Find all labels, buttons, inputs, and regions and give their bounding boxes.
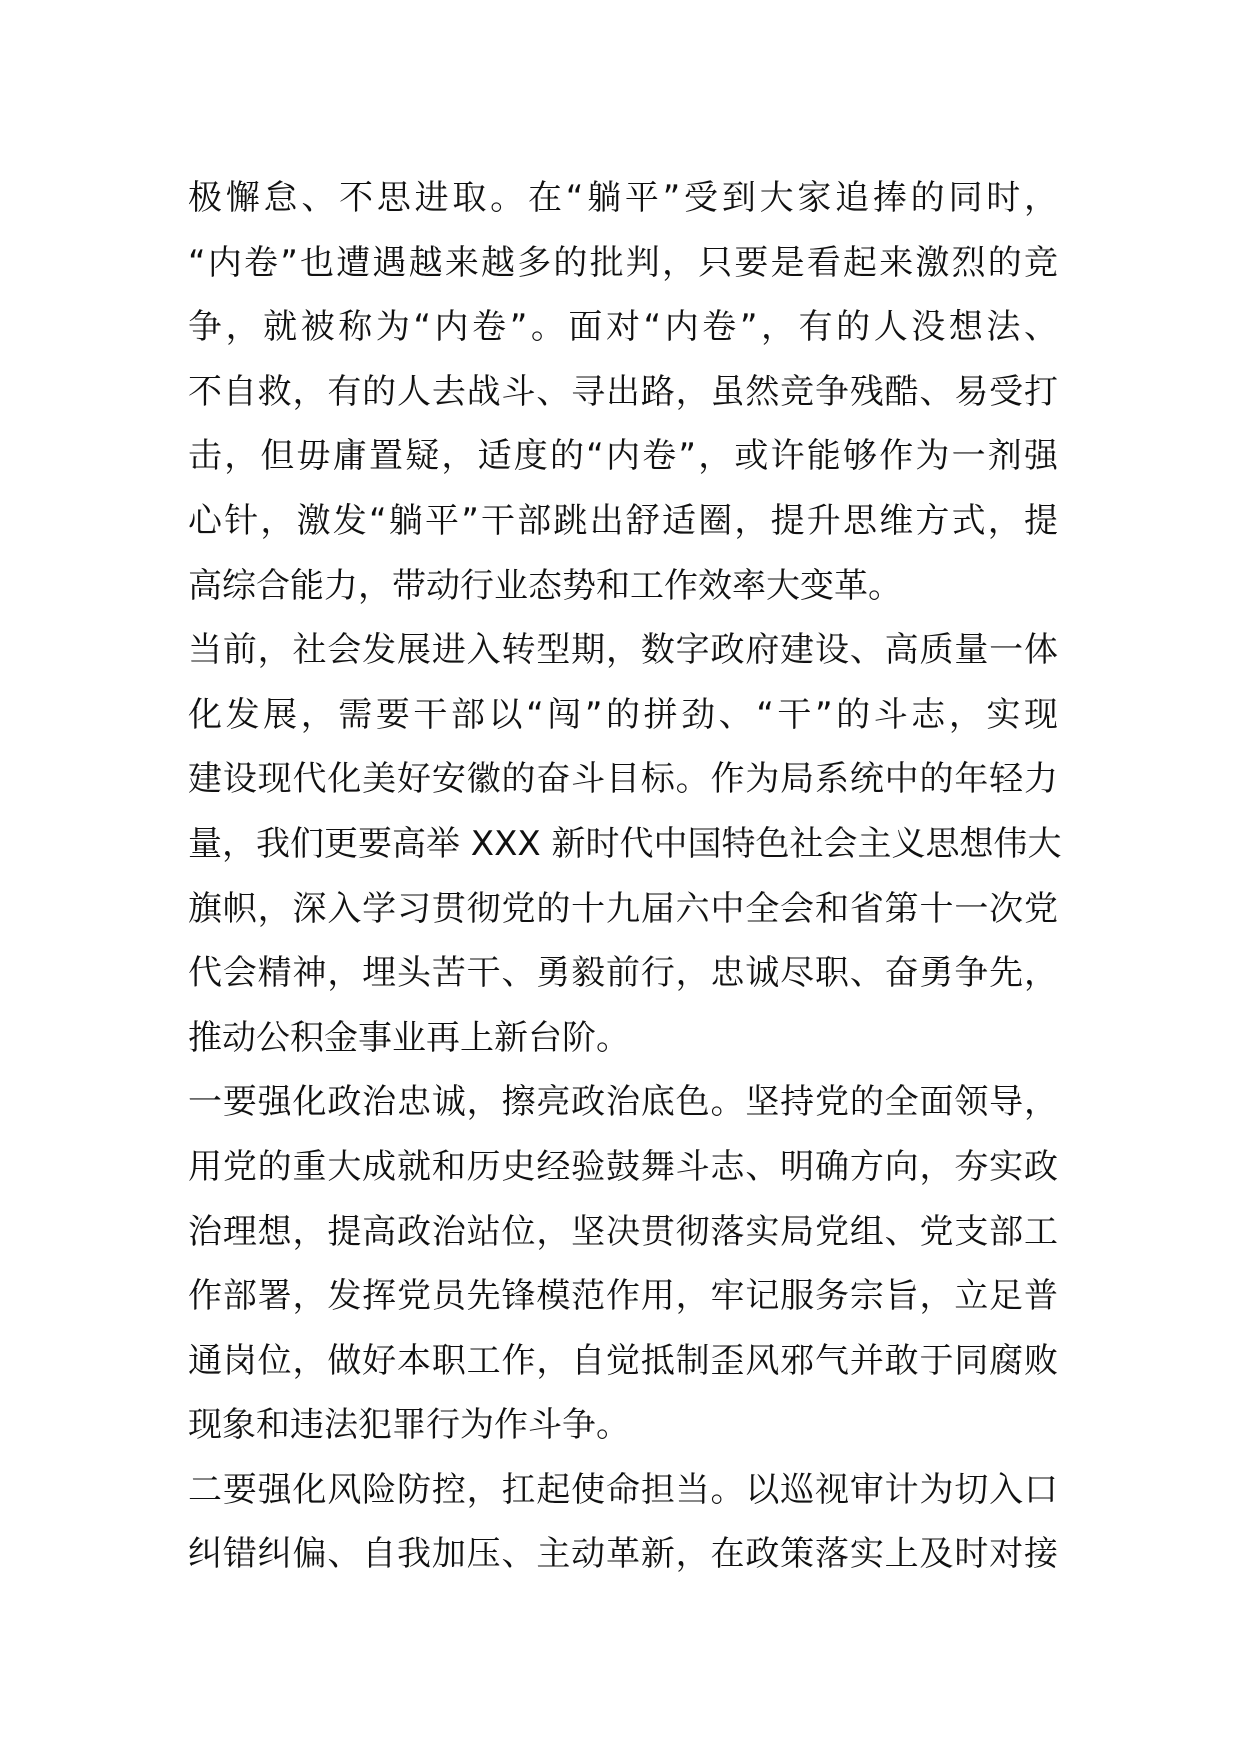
text-line: 治理想，提高政治站位，坚决贯彻落实局党组、党支部工 (188, 1211, 1058, 1252)
text-line: 二要强化风险防控，扛起使命担当。以巡视审计为切入口 (188, 1469, 1058, 1510)
text-line: 心针，激发“躺平”干部跳出舒适圈，提升思维方式，提 (188, 500, 1058, 541)
text-line: 高综合能力，带动行业态势和工作效率大变革。 (188, 565, 902, 606)
text-line: 作部署，发挥党员先锋模范作用，牢记服务宗旨，立足普 (188, 1276, 1058, 1317)
body-text (188, 166, 1062, 1587)
text-line: “内卷”也遭遇越来越多的批判，只要是看起来激烈的竞 (188, 242, 1058, 283)
text-line: 极懈怠、不思进取。在“躺平”受到大家追捧的同时， (188, 178, 1058, 218)
text-line: 现象和违法犯罪行为作斗争。 (188, 1405, 630, 1446)
text-line: 代会精神，埋头苦干、勇毅前行，忠诚尽职、奋勇争先， (188, 953, 1058, 994)
text-line: 通岗位，做好本职工作，自觉抵制歪风邪气并敢于同腐败 (188, 1340, 1058, 1381)
text-line: 一要强化政治忠诚，擦亮政治底色。坚持党的全面领导， (188, 1082, 1058, 1123)
text-line: 当前，社会发展进入转型期，数字政府建设、高质量一体 (188, 630, 1058, 671)
text-line: 推动公积金事业再上新台阶。 (188, 1017, 630, 1058)
text-line: 不自救，有的人去战斗、寻出路，虽然竞争残酷、易受打 (188, 371, 1058, 412)
text-line: 化发展，需要干部以“闯”的拼劲、“干”的斗志，实现 (188, 694, 1058, 735)
text-line: 旗帜，深入学习贯彻党的十九届六中全会和省第十一次党 (188, 888, 1058, 929)
text-line: 纠错纠偏、自我加压、主动革新，在政策落实上及时对接 (188, 1534, 1058, 1575)
text-line: 争，就被称为“内卷”。面对“内卷”，有的人没想法、 (188, 307, 1058, 348)
text-line: 击，但毋庸置疑，适度的“内卷”，或许能够作为一剂强 (188, 436, 1058, 477)
text-line: 建设现代化美好安徽的奋斗目标。作为局系统中的年轻力 (188, 759, 1058, 800)
text-line: 量，我们更要高举 XXX 新时代中国特色社会主义思想伟大 (188, 823, 1062, 864)
text-line: 用党的重大成就和历史经验鼓舞斗志、明确方向，夯实政 (188, 1146, 1058, 1187)
